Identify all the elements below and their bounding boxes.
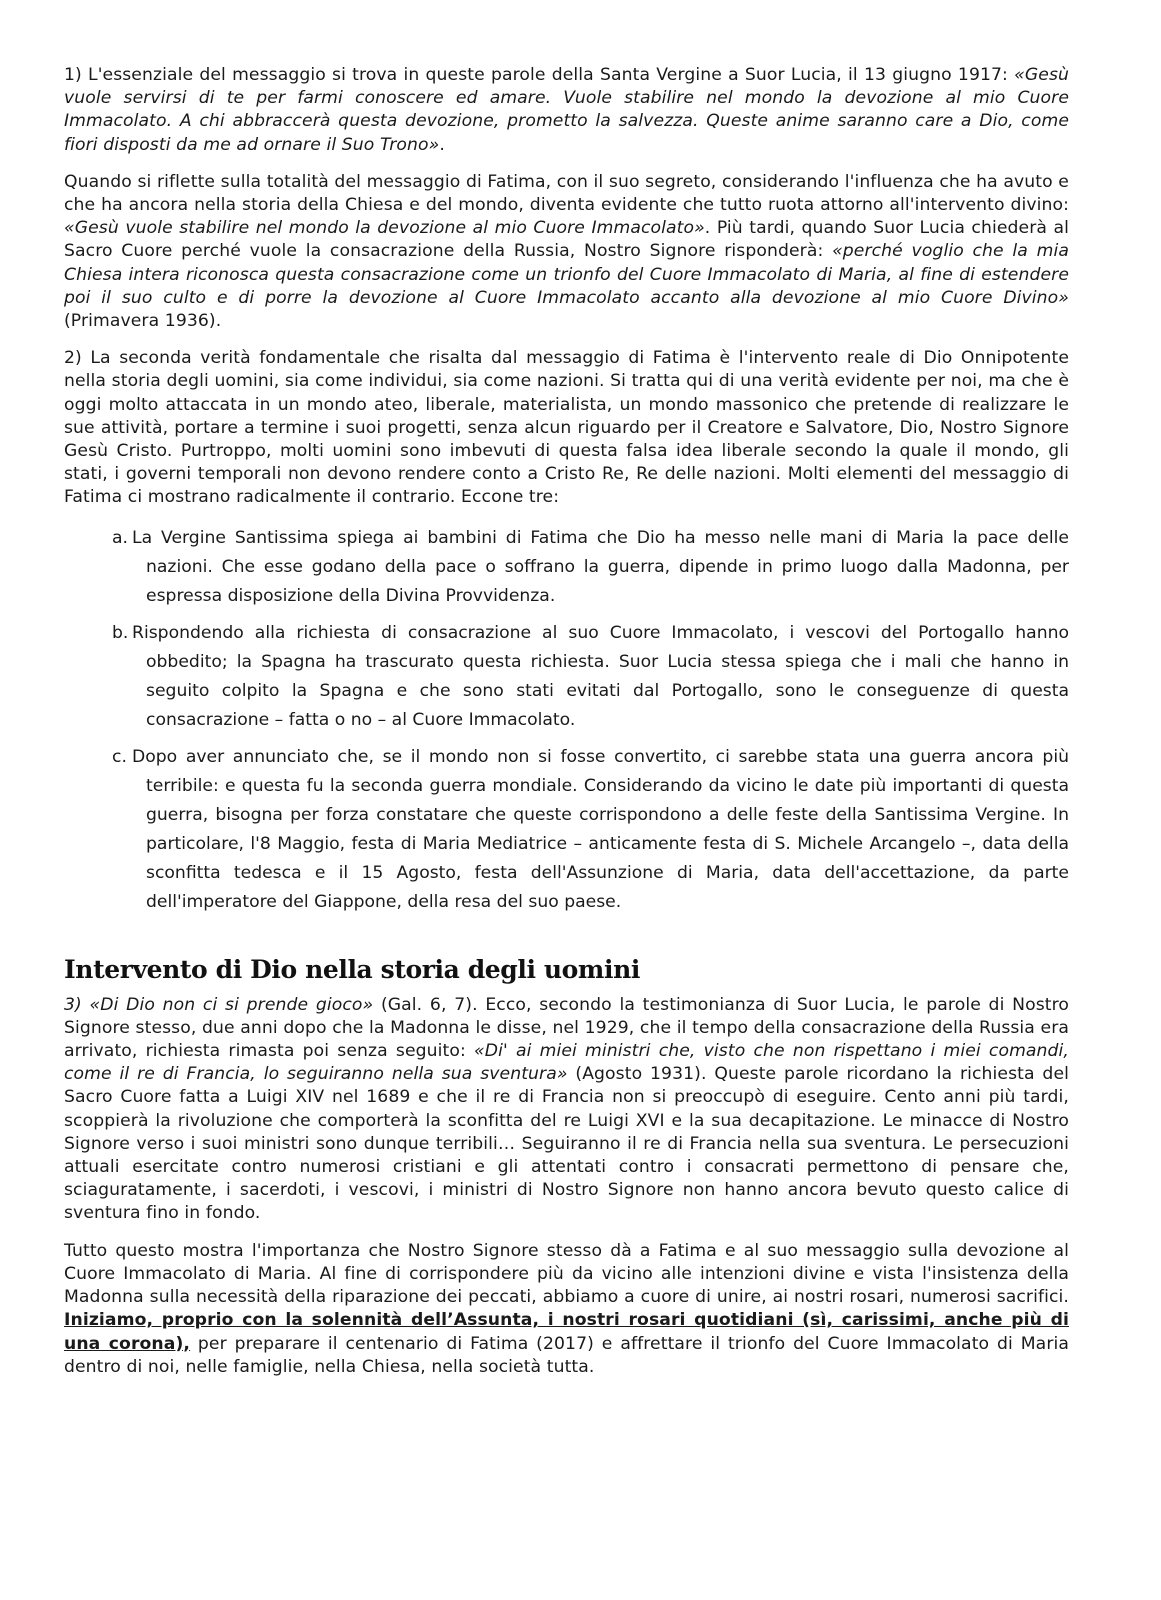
paragraph-1	[64, 64, 1069, 157]
paragraph-2-middle: . Più tardi, quando Suor Lucia chiederà al Sacro Cuore perché vuole la consacrazione della Russia, Nostro Signore risponderà:	[64, 218, 1069, 262]
section-heading: Intervento di Dio nella storia degli uomini	[64, 954, 640, 984]
paragraph-2-lead: Quando si riflette sulla totalità del messaggio di Fatima, con il suo segreto, considerando l'influenza che ha avuto e che ha ancora nella storia della Chiesa e del mondo, diventa evidente che tutto ruota attorno all'intervento divino:	[64, 171, 1069, 216]
list-item-c	[112, 743, 1069, 917]
list-item-a	[112, 524, 1069, 611]
paragraph-2	[64, 171, 1069, 333]
list-marker: c.	[112, 746, 127, 767]
paragraph-4-quote: «Di' ai miei ministri che, visto che non rispettano i miei comandi, come il re di Francia, lo seguiranno nella sua sventura»	[64, 1041, 1069, 1085]
paragraph-1-quote: «Gesù vuole servirsi di te per farmi conoscere ed amare. Vuole stabilire nel mondo la devozione al mio Cuore Immacolato. A chi abbraccerà questa devozione, prometto la salvezza. Queste anime saranno care a Dio, come fiori disposti da me ad ornare il Suo Trono»	[64, 65, 1069, 155]
list-item-text: La Vergine Santissima spiega ai bambini di Fatima che Dio ha messo nelle mani di Maria la pace delle nazioni. Che esse godano della pace o soffrano la guerra, dipende in primo luogo dalla Madonna, per espressa disposizione della Divina Provvidenza.	[132, 527, 1069, 606]
list-item-b	[112, 619, 1069, 735]
list-marker: b.	[112, 622, 129, 643]
paragraph-5-emphasis: Iniziamo, proprio con la solennità dell’Assunta, i nostri rosari quotidiani (sì, carissimi, anche più di una corona),	[64, 1310, 1069, 1354]
paragraph-5-tail: per preparare il centenario di Fatima (2017) e affrettare il trionfo del Cuore Immacolato di Maria dentro di noi, nelle famiglie, nella Chiesa, nella società tutta.	[64, 1333, 1069, 1377]
list-item-text: Rispondendo alla richiesta di consacrazione al suo Cuore Immacolato, i vescovi del Portogallo hanno obbedito; la Spagna ha trascurato questa richiesta. Suor Lucia stessa spiega che i mali che hanno in seguito colpito la Spagna e che sono stati evitati dal Portogallo, sono le conseguenze di questa consacrazione – fatta o no – al Cuore Immacolato.	[132, 622, 1069, 730]
paragraph-2-tail: (Primavera 1936).	[64, 311, 222, 332]
lettered-list	[64, 524, 1069, 917]
paragraph-1-tail: .	[439, 134, 445, 155]
paragraph-3: 2) La seconda verità fondamentale che risalta dal messaggio di Fatima è l'intervento reale di Dio Onnipotente nella storia degli uomini, sia come individui, sia come nazioni. Si tratta qui di una verità evidente per noi, ma che è oggi molto attaccata in un mondo ateo, liberale, materialista, un mondo massonico che pretende di realizzare le sue attività, portare a termine i suoi progetti, senza alcun riguardo per il Creatore e Salvatore, Dio, Nostro Signore Gesù Cristo. Purtroppo, molti uomini sono imbevuti di questa falsa idea liberale secondo la quale il mondo, gli stati, i governi temporali non devono rendere conto a Cristo Re, Re delle nazioni. Molti elementi del messaggio di Fatima ci mostrano radicalmente il contrario. Eccone tre:	[64, 348, 1069, 508]
paragraph-4-tail: (Agosto 1931). Queste parole ricordano la richiesta del Sacro Cuore fatta a Luigi XIV nel 1689 e che il re di Francia non si preoccupò di eseguire. Cento anni più tardi, scoppierà la rivoluzione che comporterà la sconfitta del re Luigi XVI e la sua decapitazione. Le minacce di Nostro Signore verso i suoi ministri sono dunque terribili… Seguiranno il re di Francia nella sua sventura. Le persecuzioni attuali esercitate contro numerosi cristiani e gli attentati contro i consacrati permettono di pensare che, sciaguratamente, i sacerdoti, i vescovi, i ministri di Nostro Signore non hanno ancora bevuto questo calice di sventura fino in fondo.	[64, 1064, 1069, 1224]
paragraph-2-quote-2: «perché voglio che la mia Chiesa intera riconosca questa consacrazione come un trionfo del Cuore Immacolato di Maria, al fine di estendere poi il suo culto e di porre la devozione al Cuore Immacolato accanto alla devozione al mio Cuore Divino»	[64, 241, 1069, 308]
paragraph-4-ref: (Gal. 6, 7). Ecco, secondo la testimonianza di Suor Lucia, le parole di Nostro Signore stesso, due anni dopo che la Madonna le disse, nel 1929, che il tempo della consacrazione della Russia era arrivato, richiesta rimasta poi senza seguito:	[64, 994, 1069, 1062]
list-marker: a.	[112, 527, 128, 548]
paragraph-2-quote-1: «Gesù vuole stabilire nel mondo la devozione al mio Cuore Immacolato»	[64, 218, 705, 239]
paragraph-5	[64, 1240, 1069, 1379]
paragraph-4	[64, 994, 1069, 1226]
paragraph-4-lead: 3) «Di Dio non ci si prende gioco»	[64, 994, 374, 1015]
paragraph-5-lead: Tutto questo mostra l'importanza che Nostro Signore stesso dà a Fatima e al suo messaggio sulla devozione al Cuore Immacolato di Maria. Al fine di corrispondere più da vicino alle intenzioni divine e vista l'insistenza della Madonna sulla necessità della riparazione dei peccati, abbiamo a cuore di unire, ai nostri rosari, numerosi sacrifici.	[64, 1240, 1069, 1308]
list-item-text: Dopo aver annunciato che, se il mondo non si fosse convertito, ci sarebbe stata una guerra ancora più terribile: e questa fu la seconda guerra mondiale. Considerando da vicino le date più importanti di questa guerra, bisogna per forza constatare che queste corrispondono a delle feste della Santissima Vergine. In particolare, l'8 Maggio, festa di Maria Mediatrice – anticamente festa di S. Michele Arcangelo –, data della sconfitta tedesca e il 15 Agosto, festa dell'Assunzione di Maria, data dell'accettazione, da parte dell'imperatore del Giappone, della resa del suo paese.	[132, 746, 1069, 912]
paragraph-1-lead: 1) L'essenziale del messaggio si trova in queste parole della Santa Vergine a Suor Lucia, il 13 giugno 1917:	[64, 65, 1015, 85]
